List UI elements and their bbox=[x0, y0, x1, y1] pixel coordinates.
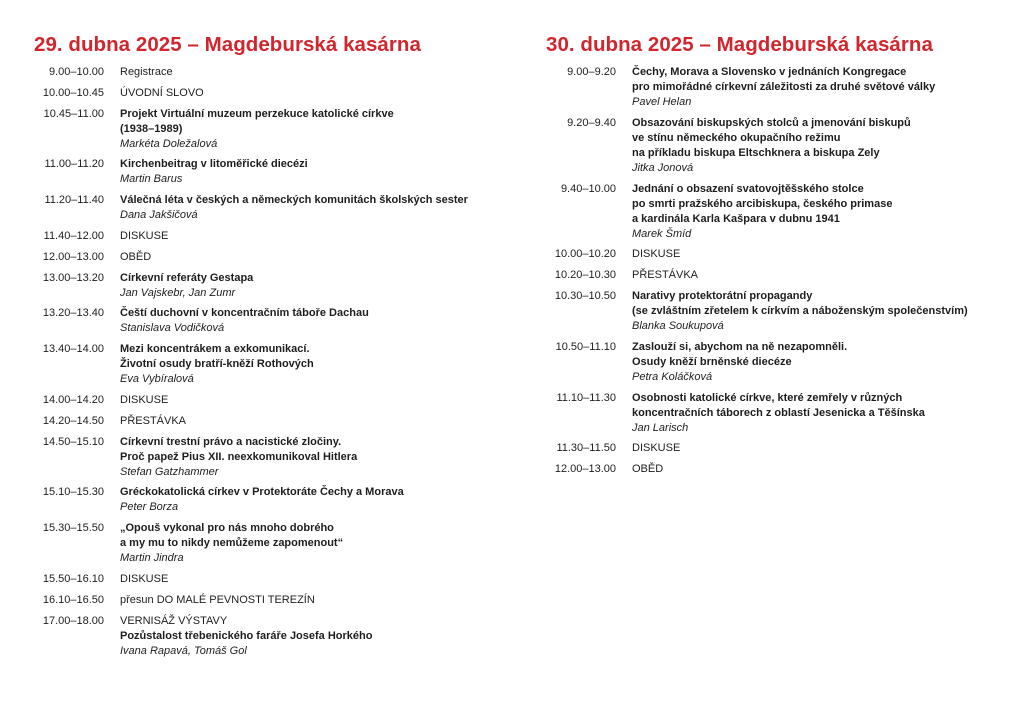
schedule-content bbox=[120, 485, 504, 515]
talk-title: Narativy protektorátní propagandy bbox=[632, 289, 813, 302]
schedule-time: 14.50–15.10 bbox=[42, 435, 104, 448]
speaker-name: Martin Jindra bbox=[120, 552, 184, 565]
schedule-content bbox=[120, 342, 504, 387]
speaker-name: Blanka Soukupová bbox=[632, 319, 724, 332]
program-label: PŘESTÁVKA bbox=[632, 269, 699, 282]
schedule-item bbox=[546, 391, 1016, 436]
schedule-time: 10.20–10.30 bbox=[554, 269, 616, 282]
day-2-title: 30. dubna 2025 – Magdeburská kasárna bbox=[546, 33, 933, 56]
schedule-time: 11.00–11.20 bbox=[44, 158, 104, 171]
schedule-content bbox=[120, 306, 504, 336]
schedule-time: 16.10–16.50 bbox=[42, 593, 104, 606]
schedule-item bbox=[546, 441, 1016, 456]
schedule-time: 13.20–13.40 bbox=[42, 307, 104, 320]
schedule-content bbox=[632, 116, 1016, 176]
talk-title: Jednání o obsazení svatovojtěšského stolce bbox=[632, 182, 864, 195]
schedule-item bbox=[546, 462, 1016, 477]
schedule-content bbox=[120, 229, 504, 244]
schedule-time: 11.10–11.30 bbox=[556, 391, 616, 404]
day-2-schedule bbox=[546, 65, 1016, 477]
schedule-item bbox=[546, 65, 1016, 110]
speaker-name: Jan Vajskebr, Jan Zumr bbox=[120, 286, 236, 299]
schedule-content bbox=[632, 182, 1016, 242]
speaker-name: Jan Larisch bbox=[632, 421, 689, 434]
schedule-item bbox=[34, 229, 504, 244]
speaker-name: Dana Jakšičová bbox=[120, 209, 198, 222]
schedule-content bbox=[632, 247, 1016, 262]
schedule-item bbox=[546, 340, 1016, 385]
talk-title: Životní osudy bratří-kněží Rothových bbox=[120, 358, 314, 371]
schedule-content bbox=[632, 340, 1016, 385]
talk-title: Čeští duchovní v koncentračním táboře Dachau bbox=[120, 307, 369, 320]
talk-title: ve stínu německého okupačního režimu bbox=[632, 131, 841, 144]
schedule-content bbox=[120, 107, 504, 152]
schedule-time: 11.20–11.40 bbox=[44, 194, 104, 207]
schedule-content bbox=[632, 391, 1016, 436]
talk-title: Osobnosti katolické církve, které zemřely v různých bbox=[632, 391, 903, 404]
schedule-content bbox=[632, 462, 1016, 477]
schedule-content bbox=[632, 268, 1016, 283]
speaker-name: Stanislava Vodičková bbox=[120, 322, 225, 335]
day-1-title: 29. dubna 2025 – Magdeburská kasárna bbox=[34, 33, 421, 56]
schedule-time: 10.00–10.45 bbox=[42, 86, 104, 99]
schedule-time: 15.30–15.50 bbox=[42, 522, 104, 535]
talk-title: (se zvláštním zřetelem k církvím a náboženským společenstvím) bbox=[632, 304, 968, 317]
schedule-time: 13.00–13.20 bbox=[42, 271, 104, 284]
schedule-time: 12.00–13.00 bbox=[42, 250, 104, 263]
schedule-item bbox=[34, 193, 504, 223]
talk-title: po smrti pražského arcibiskupa, českého primase bbox=[632, 197, 893, 210]
talk-title: Zaslouží si, abychom na ně nezapomněli. bbox=[632, 340, 848, 353]
speaker-name: Eva Vybíralová bbox=[120, 373, 194, 386]
program-label: VERNISÁŽ VÝSTAVY bbox=[120, 614, 228, 627]
schedule-time: 9.20–9.40 bbox=[567, 116, 616, 129]
schedule-time: 10.50–11.10 bbox=[555, 340, 616, 353]
talk-title: pro mimořádné církevní záležitosti za druhé světové války bbox=[632, 81, 936, 93]
schedule-item bbox=[34, 435, 504, 480]
speaker-name: Pavel Helan bbox=[632, 96, 692, 108]
schedule-item bbox=[34, 485, 504, 515]
schedule-content bbox=[120, 65, 504, 80]
schedule-item bbox=[546, 182, 1016, 242]
talk-title: Proč papež Pius XII. neexkomunikoval Hitlera bbox=[120, 450, 358, 463]
talk-title: Pozůstalost třebenického faráře Josefa Horkého bbox=[120, 629, 373, 642]
talk-title: „Opouš vykonal pro nás mnoho dobrého bbox=[120, 522, 334, 535]
program-label: DISKUSE bbox=[632, 248, 681, 261]
schedule-item bbox=[546, 116, 1016, 176]
schedule-time: 9.40–10.00 bbox=[560, 182, 616, 195]
schedule-item bbox=[34, 414, 504, 429]
schedule-content bbox=[120, 593, 504, 608]
schedule-content bbox=[120, 86, 504, 101]
program-label: ÚVODNÍ SLOVO bbox=[120, 86, 204, 99]
schedule-content bbox=[632, 441, 1016, 456]
schedule-time: 9.00–9.20 bbox=[567, 66, 616, 78]
speaker-name: Martin Barus bbox=[120, 173, 183, 186]
speaker-name: Peter Borza bbox=[120, 501, 179, 514]
schedule-item bbox=[546, 289, 1016, 334]
talk-title: Kirchenbeitrag v litoměřické diecézi bbox=[120, 158, 308, 171]
schedule-item bbox=[34, 342, 504, 387]
program-label: přesun DO MALÉ PEVNOSTI TEREZÍN bbox=[120, 593, 315, 606]
talk-title: Osudy kněží brněnské diecéze bbox=[632, 355, 792, 368]
schedule-item bbox=[34, 393, 504, 408]
program-label: DISKUSE bbox=[120, 572, 169, 585]
schedule-time: 15.50–16.10 bbox=[42, 572, 104, 585]
schedule-item bbox=[34, 86, 504, 101]
schedule-item bbox=[34, 157, 504, 187]
speaker-name: Ivana Rapavá, Tomáš Gol bbox=[120, 644, 247, 657]
schedule-time: 15.10–15.30 bbox=[42, 486, 104, 499]
talk-title: Církevní trestní právo a nacistické zločiny. bbox=[120, 435, 342, 448]
day-2-column bbox=[546, 0, 1016, 477]
talk-title: Gréckokatolická církev v Protektoráte Čechy a Morava bbox=[120, 486, 404, 499]
schedule-item bbox=[34, 250, 504, 265]
schedule-item bbox=[34, 572, 504, 587]
schedule-time: 12.00–13.00 bbox=[554, 463, 616, 476]
program-label: OBĚD bbox=[632, 463, 664, 476]
schedule-content bbox=[120, 250, 504, 265]
schedule-item bbox=[34, 614, 504, 659]
day-1-schedule bbox=[34, 65, 504, 659]
day-1-column bbox=[34, 0, 504, 659]
speaker-name: Markéta Doležalová bbox=[120, 137, 218, 150]
schedule-time: 11.40–12.00 bbox=[43, 229, 104, 242]
schedule-time: 9.00–10.00 bbox=[48, 66, 104, 78]
talk-title: koncentračních táborech z oblastí Jesenicka a Těšínska bbox=[632, 406, 925, 419]
schedule-item bbox=[34, 521, 504, 566]
schedule-time: 10.00–10.20 bbox=[554, 248, 616, 261]
schedule-content bbox=[120, 393, 504, 408]
schedule-content bbox=[120, 521, 504, 566]
talk-title: Mezi koncentrákem a exkomunikací. bbox=[120, 343, 310, 356]
schedule-item bbox=[546, 247, 1016, 262]
talk-title: (1938–1989) bbox=[120, 122, 183, 135]
talk-title: a kardinála Karla Kašpara v dubnu 1941 bbox=[632, 212, 840, 225]
talk-title: na příkladu biskupa Eltschknera a biskupa Zely bbox=[632, 146, 880, 159]
schedule-time: 17.00–18.00 bbox=[42, 614, 104, 627]
schedule-item bbox=[34, 306, 504, 336]
schedule-item bbox=[34, 65, 504, 80]
schedule-item bbox=[34, 107, 504, 152]
program-label: DISKUSE bbox=[632, 442, 681, 455]
schedule-time: 11.30–11.50 bbox=[556, 442, 616, 455]
program-label: DISKUSE bbox=[120, 393, 169, 406]
schedule-content bbox=[120, 193, 504, 223]
schedule-content bbox=[120, 157, 504, 187]
speaker-name: Petra Koláčková bbox=[632, 370, 713, 383]
schedule-content bbox=[120, 614, 504, 659]
program-label: DISKUSE bbox=[120, 229, 169, 242]
talk-title: Církevní referáty Gestapa bbox=[120, 271, 254, 284]
talk-title: Projekt Virtuální muzeum perzekuce katolické církve bbox=[120, 107, 394, 120]
schedule-time: 14.20–14.50 bbox=[42, 414, 104, 427]
talk-title: a my mu to nikdy nemůžeme zapomenout“ bbox=[120, 537, 344, 550]
speaker-name: Stefan Gatzhammer bbox=[120, 465, 219, 478]
schedule-content bbox=[632, 289, 1016, 334]
speaker-name: Jitka Jonová bbox=[632, 161, 694, 174]
schedule-time: 14.00–14.20 bbox=[42, 393, 104, 406]
schedule-item bbox=[546, 268, 1016, 283]
schedule-time: 10.30–10.50 bbox=[554, 289, 616, 302]
schedule-item bbox=[34, 271, 504, 301]
schedule-content bbox=[120, 435, 504, 480]
schedule-content bbox=[120, 572, 504, 587]
talk-title: Obsazování biskupských stolců a jmenování biskupů bbox=[632, 116, 911, 129]
schedule-content bbox=[632, 65, 1016, 110]
schedule-content bbox=[120, 414, 504, 429]
program-label: OBĚD bbox=[120, 250, 152, 263]
schedule-item bbox=[34, 593, 504, 608]
program-label: Registrace bbox=[120, 66, 173, 78]
program-label: PŘESTÁVKA bbox=[120, 414, 187, 427]
schedule-content bbox=[120, 271, 504, 301]
talk-title: Válečná léta v českých a německých komunitách školských sester bbox=[120, 194, 468, 207]
talk-title: Čechy, Morava a Slovensko v jednáních Kongregace bbox=[632, 66, 907, 78]
schedule-time: 10.45–11.00 bbox=[43, 107, 104, 120]
schedule-time: 13.40–14.00 bbox=[42, 343, 104, 356]
speaker-name: Marek Šmíd bbox=[632, 227, 692, 240]
